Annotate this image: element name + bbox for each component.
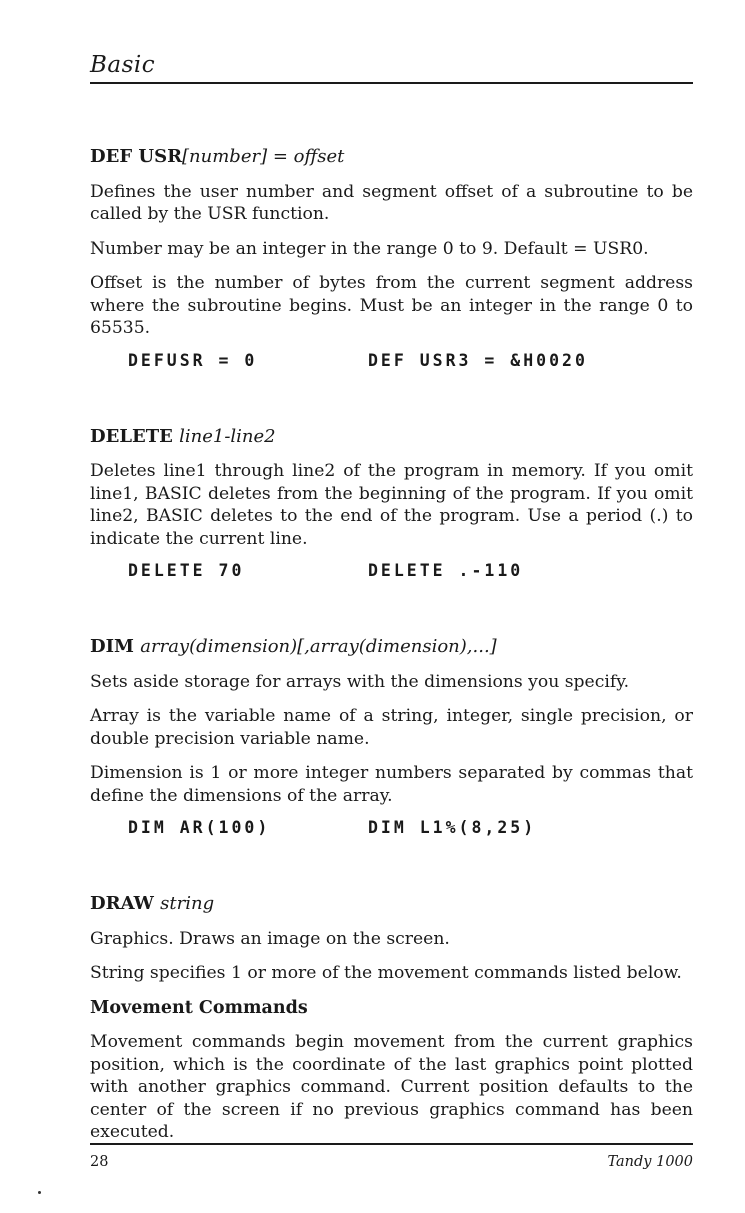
entry-title-dim: DIM array(dimension)[,array(dimension),...]	[90, 636, 497, 657]
page-content	[90, 146, 693, 1156]
paragraph: Sets aside storage for arrays with the dimensions you specify.	[90, 671, 630, 692]
running-header	[90, 52, 693, 84]
code-example: DIM L1%(8,25)	[368, 818, 537, 837]
page-number: 28	[90, 1154, 109, 1170]
entry-title-draw: DRAW string	[90, 893, 215, 914]
book-title: Tandy 1000	[607, 1154, 693, 1170]
code-example: DEFUSR = 0	[128, 350, 258, 370]
code-examples	[128, 817, 693, 841]
entry-title-def-usr: DEF USR[number] = offset	[90, 146, 345, 167]
code-example: DIM AR(100)	[128, 818, 271, 837]
header-title: Basic	[90, 52, 156, 78]
paragraph: Defines the user number and segment offset of a subroutine to be called by the USR function.	[90, 181, 693, 224]
paragraph: Array is the variable name of a string, integer, single precision, or double precision variable name.	[90, 706, 693, 749]
page-footer	[90, 1143, 693, 1170]
code-examples	[128, 560, 693, 584]
entry-title-delete: DELETE line1-line2	[90, 425, 276, 447]
paragraph: Offset is the number of bytes from the current segment address where the subroutine begins. Must be an integer in the range 0 to 65535.	[90, 273, 693, 338]
paragraph: Graphics. Draws an image on the screen.	[90, 928, 450, 949]
subheading-movement-commands: Movement Commands	[90, 997, 308, 1018]
code-example: DELETE 70	[128, 561, 245, 580]
paragraph: Dimension is 1 or more integer numbers separated by commas that define the dimensions of the array.	[90, 763, 693, 806]
stray-mark	[38, 1191, 41, 1194]
paragraph: Number may be an integer in the range 0 to 9. Default = USR0.	[90, 238, 649, 259]
paragraph: Deletes line1 through line2 of the program in memory. If you omit line1, BASIC deletes from the beginning of the program. If you omit line2, BASIC deletes to the end of the program. Use a period (.) to indicate the current line.	[90, 461, 693, 549]
code-example: DEF USR3 = &H0020	[368, 350, 588, 370]
paragraph: Movement commands begin movement from the current graphics position, which is the coordinate of the last graphics point plotted with another graphics command. Current position defaults to the center of the screen if no previous graphics command has been executed.	[90, 1032, 693, 1142]
code-examples	[128, 350, 693, 374]
code-example: DELETE .-110	[368, 561, 524, 580]
paragraph: String specifies 1 or more of the movement commands listed below.	[90, 963, 682, 983]
